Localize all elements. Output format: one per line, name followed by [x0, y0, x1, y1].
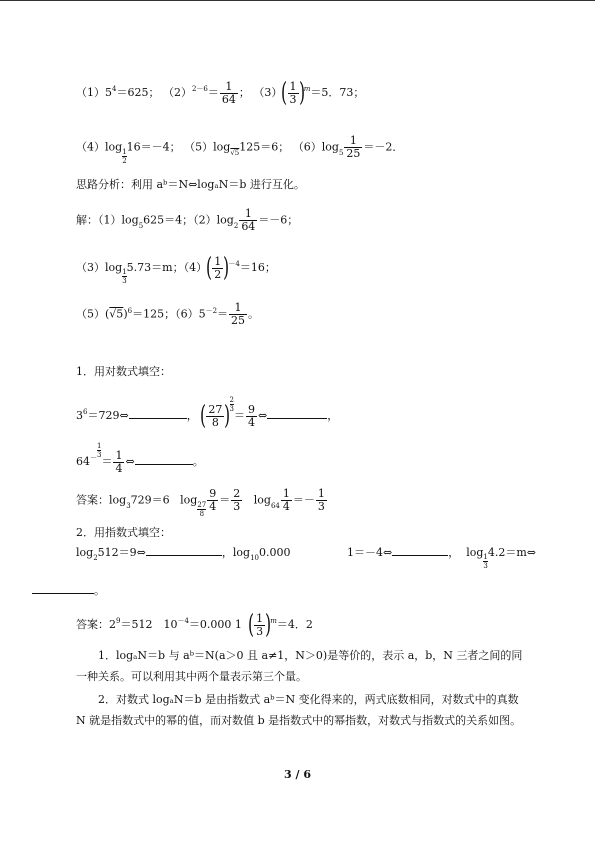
exercise-1-line-2: 64－ $\frac{1}{3}$ ＝ $\frac{1}{4}$ ⇔ 。: [76, 442, 204, 475]
answer-blank[interactable]: [135, 454, 193, 465]
exercise-2-line-1b: 1＝－4⇔ ， log $\frac{1}{3}$ 4.2＝m⇔: [347, 546, 537, 570]
exercise-2-line-2: 。: [32, 583, 105, 598]
fraction: $\frac{1}{4}$: [282, 487, 290, 513]
solution-line-3: $(5)(√5)^6=125$；$(6)5^{-2}=$ $\frac{1}{25}$ 。: [76, 301, 260, 327]
fraction: $\frac{2}{3}$: [233, 487, 241, 513]
fraction: $\frac{27}{8}$: [208, 402, 223, 429]
log-base-fraction: $\frac{1}{3}$: [122, 268, 127, 285]
fraction: $\frac{1}{64}$: [241, 207, 256, 233]
fraction: $\frac{1}{25}$: [231, 301, 246, 327]
solution-line-2: （3）log $\frac{1}{3}$ 5.73＝m；（4）( $\frac{1}{2}$ )$^{-4}$＝16；: [76, 253, 276, 285]
exercise-2-answer: 答案：$2^9=512$ $10^{-4}=0.000$ 1 ( $\frac{1}{3}$ )$^m$＝4．2: [76, 610, 313, 640]
header-rule: [0, 0, 595, 1]
fraction: $\frac{1}{25}$: [346, 134, 361, 160]
solution-line-1: 解：$(1)\log_5625=4$；$(2)\log_2$ $\frac{1}{64}$ ＝－6；: [76, 207, 299, 233]
fraction: $\frac{9}{4}$: [247, 402, 255, 429]
idea-analysis: 思路分析：利用 aᵇ＝N⇔logₐN＝b 进行互化。: [76, 178, 305, 191]
log-base-fraction: $\frac{1}{3}$: [483, 553, 488, 570]
fraction: $\frac{1}{4}$: [115, 448, 123, 475]
example-line-1: $(1)5^4=625$； $(2)^{2-6}=$ $\frac{1}{64}$ ； （3）( $\frac{1}{3}$ )$^m$＝5．73；: [76, 78, 365, 108]
exercise-1-line-1: $3^6=729\Leftrightarrow$ ， ( $\frac{27}{8}$ ) $\frac{2}{3}$ ＝ $\frac{9}{4}$ ⇔ ，: [76, 396, 339, 431]
answer-blank[interactable]: [129, 408, 187, 419]
note-1: 1．logₐN＝b 与 aᵇ＝N(a＞0 且 a≠1，N＞0)是等价的，表示 a，b，N 三者之间的同一种关系。可以利用其中两个量表示第三个量。: [76, 649, 523, 683]
exercise-1-heading: 1．用对数式填空：: [76, 365, 171, 378]
log-base-fraction: $\frac{27}{8}$: [197, 500, 207, 518]
fraction: $\frac{1}{3}$: [256, 611, 264, 638]
fraction: $\frac{9}{4}$: [209, 487, 217, 513]
exercise-2-line-1: $\log_2512=9\Leftrightarrow$ ，$\log_{10}0.000$: [76, 546, 291, 562]
answer-blank[interactable]: [32, 583, 94, 594]
fraction: $\frac{1}{2}$: [214, 254, 222, 281]
log-base-fraction: $\frac{1}{2}$: [122, 147, 127, 165]
exponent-fraction: $\frac{2}{3}$: [229, 396, 234, 413]
page-number: 3 / 6: [284, 768, 311, 781]
exercise-1-answer: 答案：$\log_3729=6$ log $\frac{27}{8}$ $\frac{9}{4}$ ＝ $\frac{2}{3}$ $\log_{64}$ $\frac{1}{4}$ ＝－ $\frac{1}{3}$: [76, 487, 325, 518]
answer-blank[interactable]: [267, 408, 327, 419]
exercise-2-heading: 2．用指数式填空：: [76, 526, 171, 539]
note-2: 2．对数式 logₐN＝b 是由指数式 aᵇ＝N 变化得来的，两式底数相同，对数式中的真数 N 就是指数式中的幂的值，而对数值 b 是指数式中的幂指数，对数式与指数式的关系如图。: [76, 693, 522, 727]
answer-blank[interactable]: [392, 545, 448, 556]
fraction: $\frac{1}{3}$: [289, 79, 297, 106]
answer-blank[interactable]: [146, 545, 222, 556]
fraction: $\frac{1}{3}$: [317, 487, 325, 513]
example-line-2: （4）log $\frac{1}{2}$ 16＝－4； $(5)\log_{√5}125=6$； $(6)\log_5$ $\frac{1}{25}$ ＝－2．: [76, 134, 404, 165]
exponent-fraction: $\frac{1}{3}$: [97, 442, 102, 459]
fraction: $\frac{1}{64}$: [221, 79, 236, 106]
